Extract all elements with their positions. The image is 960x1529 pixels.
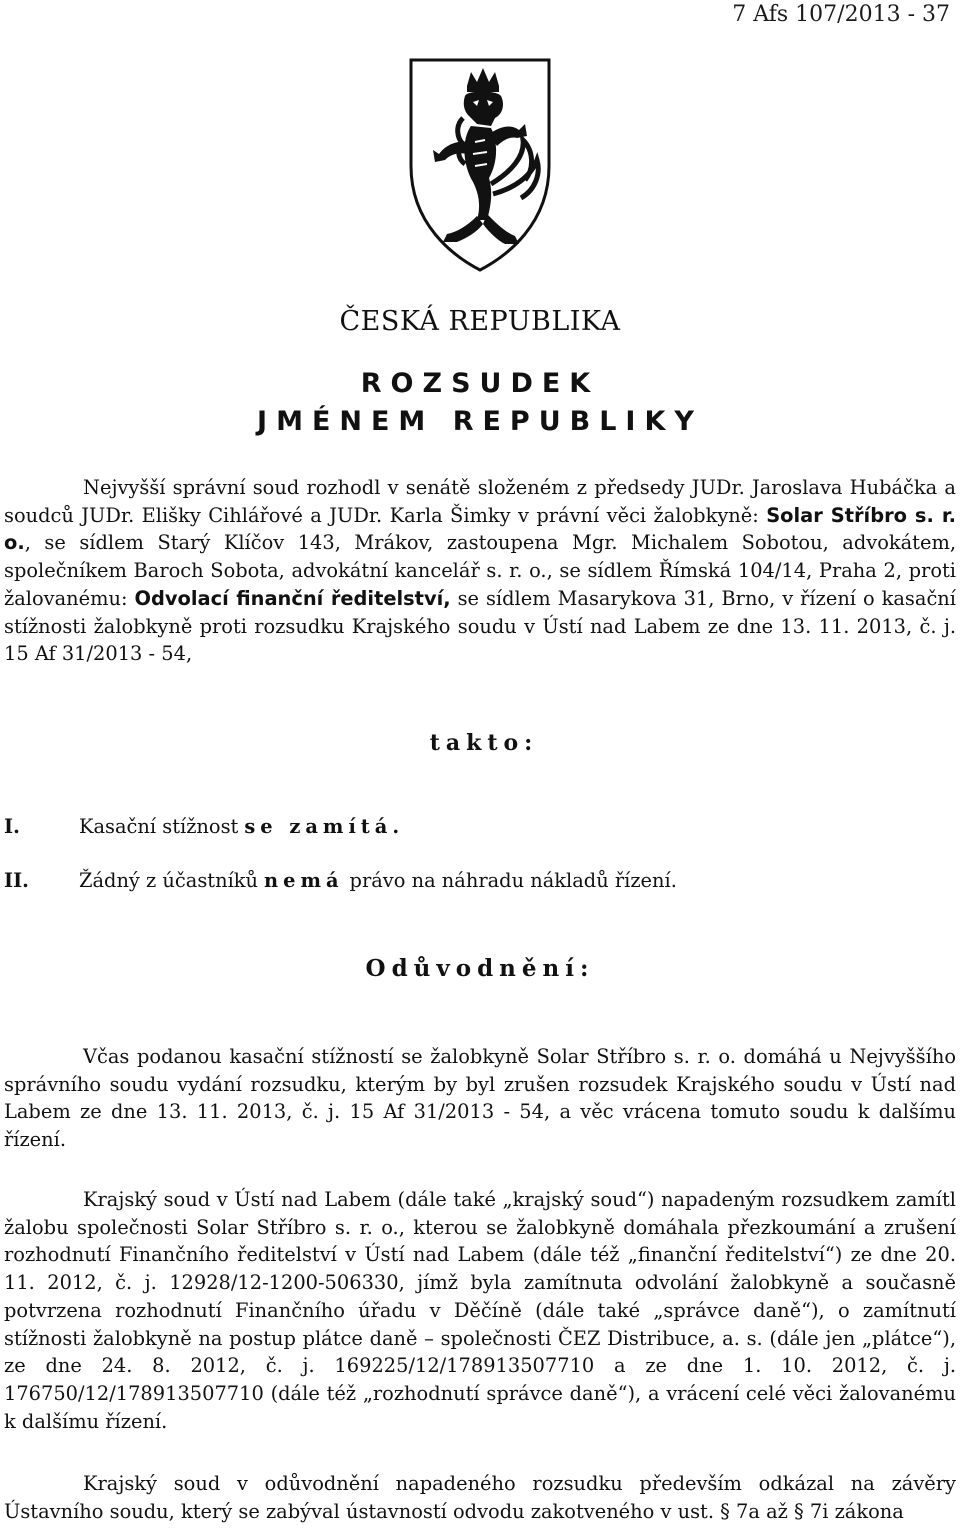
reasoning-paragraph: Krajský soud v Ústí nad Labem (dále také „krajský soud“) napadeným rozsudkem zamítl žalobu společnosti Solar Stříbro s. r. o., kterou se žalobkyně domáhala přezkoumání a zrušení rozhodnutí Finančního ředitelství v Ústí nad Labem (dále též „finanční ředitelství“) ze dne 20. 11. 2012, č. j. 12928/12-1200-506330, jímž byla zamítnuta odvolání žalobkyně a současně potvrzena rozhodnutí Finančního úřadu v Děčíně (dále také „správce daně“), o zamítnutí stížnosti žalobkyně na postup plátce daně – společnosti ČEZ Distribuce, a. s. (dále jen „plátce“), ze dne 24. 8. 2012, č. j. 169225/12/178913507710 a ze dne 1. 10. 2012, č. j. 176750/12/178913507710 (dále též „rozhodnutí správce daně“), a vrácení celé věci žalovanému k dalšímu řízení. xyxy=(4,1188,956,1433)
reasoning-heading: Odůvodnění: xyxy=(365,955,595,982)
ruling-emphasis: se zamítá. xyxy=(244,815,405,838)
ruling-text-after: právo na náhradu nákladů řízení. xyxy=(349,869,677,892)
verdict-subtitle: JMÉNEM REPUBLIKY xyxy=(257,406,703,437)
ruling-emphasis: nemá xyxy=(264,869,344,892)
intro-paragraph xyxy=(4,474,956,668)
ruling-number: II. xyxy=(4,869,29,892)
coat-of-arms-icon xyxy=(407,56,553,274)
intro-text-a: Nejvyšší správní soud rozhodl v senátě složeném z předsedy JUDr. Jaroslava Hubáčka a soudců JUDr. Elišky Cihlářové a JUDr. Karla Šimky v právní věci žalobkyně: xyxy=(4,476,956,527)
intro-text-b: , se sídlem Starý Klíčov 143, Mrákov, zastoupena Mgr. Michalem Sobotou, advokátem, společníkem Baroch Sobota, advokátní kancelář s. r. o., se sídlem Římská 104/14, Praha 2, proti žalovanému: xyxy=(4,531,956,610)
ruling-text: Kasační stížnost xyxy=(79,815,239,838)
reasoning-paragraph: Včas podanou kasační stížností se žalobkyně Solar Stříbro s. r. o. domáhá u Nejvyššího správního soudu vydání rozsudku, kterým by byl zrušen rozsudek Krajského soudu v Ústí nad Labem ze dne 13. 11. 2013, č. j. 15 Af 31/2013 - 54, a věc vrácena tomuto soudu k dalšímu řízení. xyxy=(4,1045,956,1152)
country-name: ČESKÁ REPUBLIKA xyxy=(339,306,621,337)
ruling-number: I. xyxy=(4,815,20,838)
reasoning-paragraph: Krajský soud v odůvodnění napadeného rozsudku především odkázal na závěry Ústavního soudu, který se zabýval ústavností odvodu zakotveného v ust. § 7a až § 7i zákona xyxy=(4,1472,956,1523)
ruling-heading: takto: xyxy=(429,730,539,756)
ruling-item xyxy=(4,815,944,838)
defendant-name: Odvolací finanční ředitelství, xyxy=(134,586,451,610)
case-reference: 7 Afs 107/2013 - 37 xyxy=(732,2,950,27)
plaintiff-name: Solar Stříbro s. r. o. xyxy=(4,503,956,555)
ruling-text: Žádný z účastníků xyxy=(79,869,259,892)
verdict-title: ROZSUDEK xyxy=(360,368,600,399)
intro-text-c: se sídlem Masarykova 31, Brno, v řízení o kasační stížnosti žalobkyně proti rozsudku Krajského soudu v Ústí nad Labem ze dne 13. 11. 2013, č. j. 15 Af 31/2013 - 54, xyxy=(4,586,956,666)
ruling-item xyxy=(4,869,944,892)
